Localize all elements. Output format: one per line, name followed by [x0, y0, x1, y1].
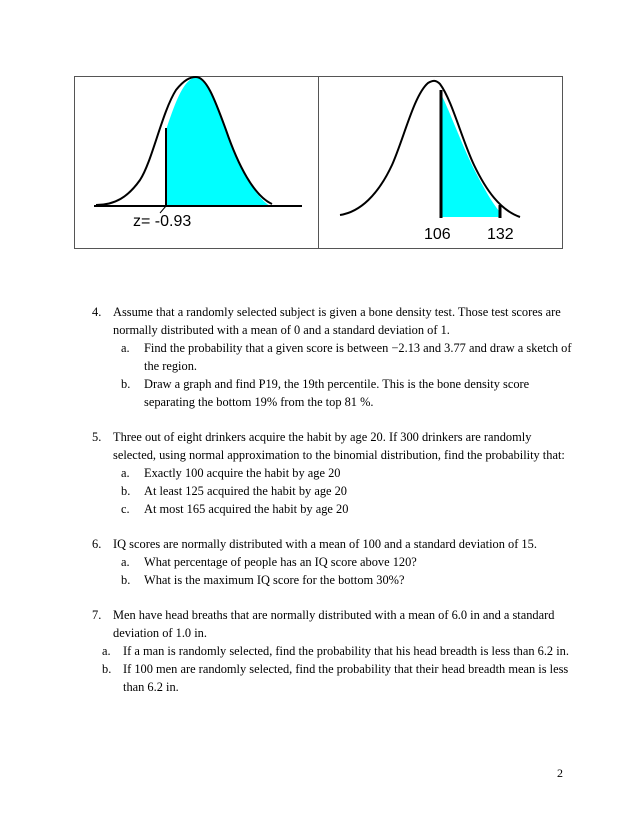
part-label: b.: [102, 662, 112, 676]
question-part: [121, 482, 572, 500]
question-part: [102, 642, 572, 660]
question-7: [92, 606, 572, 696]
part-label: b.: [121, 377, 131, 391]
left-shaded-region: [166, 77, 270, 206]
part-label: a.: [102, 644, 111, 658]
question-part: [102, 660, 572, 696]
part-text: Exactly 100 acquire the habit by age 20: [144, 466, 341, 480]
question-4: [92, 303, 572, 411]
part-text: At most 165 acquired the habit by age 20: [144, 502, 349, 516]
right-label-132: 132: [487, 226, 514, 243]
question-number: 5.: [92, 430, 102, 444]
question-list: [92, 303, 572, 713]
part-text: At least 125 acquired the habit by age 20: [144, 484, 348, 498]
part-text: Draw a graph and find P19, the 19th percentile. This is the bone density score separating the bottom 19% from the top 81 %.: [144, 377, 530, 409]
question-number: 4.: [92, 305, 102, 319]
question-part: [121, 375, 572, 411]
part-text: If a man is randomly selected, find the probability that his head breadth is less than 6.2 in.: [123, 644, 569, 658]
question-part: [121, 500, 572, 518]
part-label: a.: [121, 341, 130, 355]
question-part: [121, 571, 572, 589]
question-part: [121, 553, 572, 571]
part-text: What is the maximum IQ score for the bottom 30%?: [144, 573, 405, 587]
question-text: Three out of eight drinkers acquire the habit by age 20. If 300 drinkers are randomly selected, using normal approximation to the binomial distribution, find the probability that:: [113, 430, 565, 462]
question-part: [121, 339, 572, 375]
left-z-label: z= -0.93: [133, 213, 192, 230]
part-text: Find the probability that a given score is between −2.13 and 3.77 and draw a sketch of the region.: [144, 341, 572, 373]
page-number: 2: [557, 766, 563, 780]
question-number: 7.: [92, 608, 102, 622]
question-6: [92, 535, 572, 589]
part-label: c.: [121, 502, 130, 516]
part-text: What percentage of people has an IQ score above 120?: [144, 555, 417, 569]
question-number: 6.: [92, 537, 102, 551]
part-label: a.: [121, 466, 130, 480]
question-text: IQ scores are normally distributed with a mean of 100 and a standard deviation of 15.: [113, 537, 537, 551]
question-part: [121, 464, 572, 482]
question-text: Men have head breaths that are normally distributed with a mean of 6.0 in and a standard deviation of 1.0 in.: [113, 608, 555, 640]
part-label: b.: [121, 573, 131, 587]
normal-curves-figure: [0, 0, 638, 300]
left-z-tick: [160, 206, 166, 213]
part-label: b.: [121, 484, 131, 498]
part-label: a.: [121, 555, 130, 569]
part-text: If 100 men are randomly selected, find the probability that their head breadth mean is less than 6.2 in.: [123, 662, 569, 694]
question-5: [92, 428, 572, 518]
right-normal-curve: [340, 81, 520, 217]
right-label-106: 106: [424, 226, 451, 243]
question-text: Assume that a randomly selected subject is given a bone density test. Those test scores are normally distributed with a mean of 0 and a standard deviation of 1.: [113, 305, 561, 337]
